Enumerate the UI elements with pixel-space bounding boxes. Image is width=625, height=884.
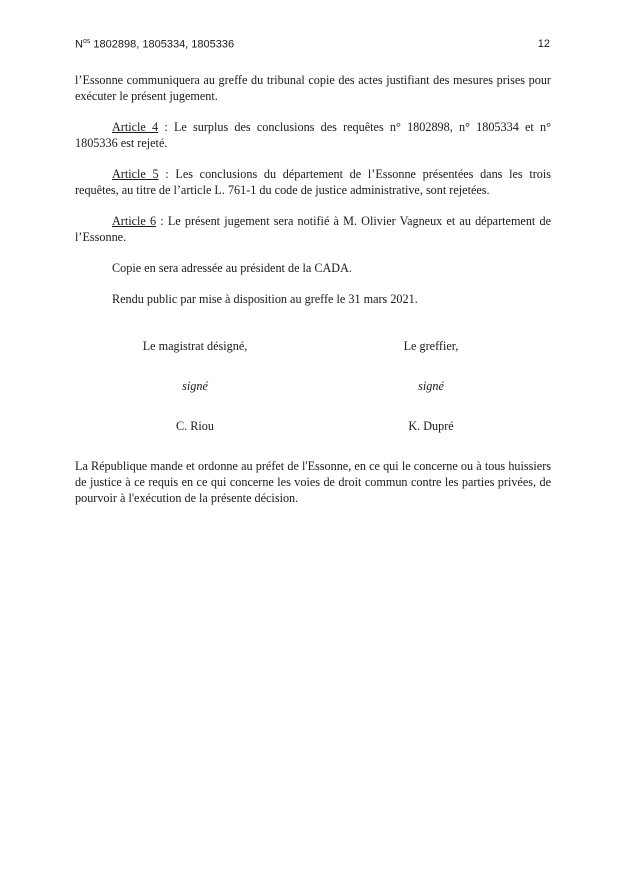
- signature-marks: [75, 378, 551, 394]
- article-4-label: Article 4: [112, 120, 159, 134]
- page-number: 12: [537, 38, 550, 50]
- magistrate-title: Le magistrat désigné,: [142, 339, 248, 353]
- clerk-signed: signé: [418, 379, 444, 393]
- article-4-paragraph: [75, 119, 551, 151]
- case-number-header: [75, 38, 234, 51]
- continuation-paragraph: l’Essonne communiquera au greffe du tribunal copie des actes justifiant des mesures prises pour exécuter le présent jugement.: [75, 73, 551, 103]
- case-prefix: N: [75, 38, 83, 51]
- article-5-paragraph: [75, 166, 551, 198]
- article-4-text: : Le surplus des conclusions des requêtes n° 1802898, n° 1805334 et n° 1805336 est rejeté.: [75, 120, 551, 150]
- public-notice: Rendu public par mise à disposition au greffe le 31 mars 2021.: [112, 292, 418, 306]
- signature-names: [75, 418, 551, 434]
- document-body: [75, 72, 551, 521]
- enforcement-formula: La République mande et ordonne au préfet de l'Essonne, en ce qui le concerne ou à tous huissiers de justice à ce requis en ce qui concerne les voies de droit commun contre les parties privées, de pourvoir à l'exécution de la présente décision.: [75, 459, 551, 505]
- clerk-name: K. Dupré: [408, 419, 454, 433]
- article-6-text: : Le présent jugement sera notifié à M. Olivier Vagneux et au département de l’Essonne.: [75, 214, 551, 244]
- copy-notice: Copie en sera adressée au président de la CADA.: [112, 261, 352, 275]
- magistrate-signed: signé: [182, 379, 208, 393]
- case-prefix-sup: os: [82, 38, 91, 45]
- case-numbers: 1802898, 1805334, 1805336: [93, 38, 235, 51]
- clerk-title: Le greffier,: [403, 339, 459, 353]
- signature-titles: [75, 338, 551, 354]
- article-6-label: Article 6: [112, 214, 157, 228]
- article-5-text: : Les conclusions du département de l’Essonne présentées dans les trois requêtes, au titre de l’article L. 761-1 du code de justice administrative, sont rejetées.: [75, 167, 551, 197]
- magistrate-name: C. Riou: [176, 419, 214, 433]
- article-6-paragraph: [75, 213, 551, 245]
- article-5-label: Article 5: [112, 167, 159, 181]
